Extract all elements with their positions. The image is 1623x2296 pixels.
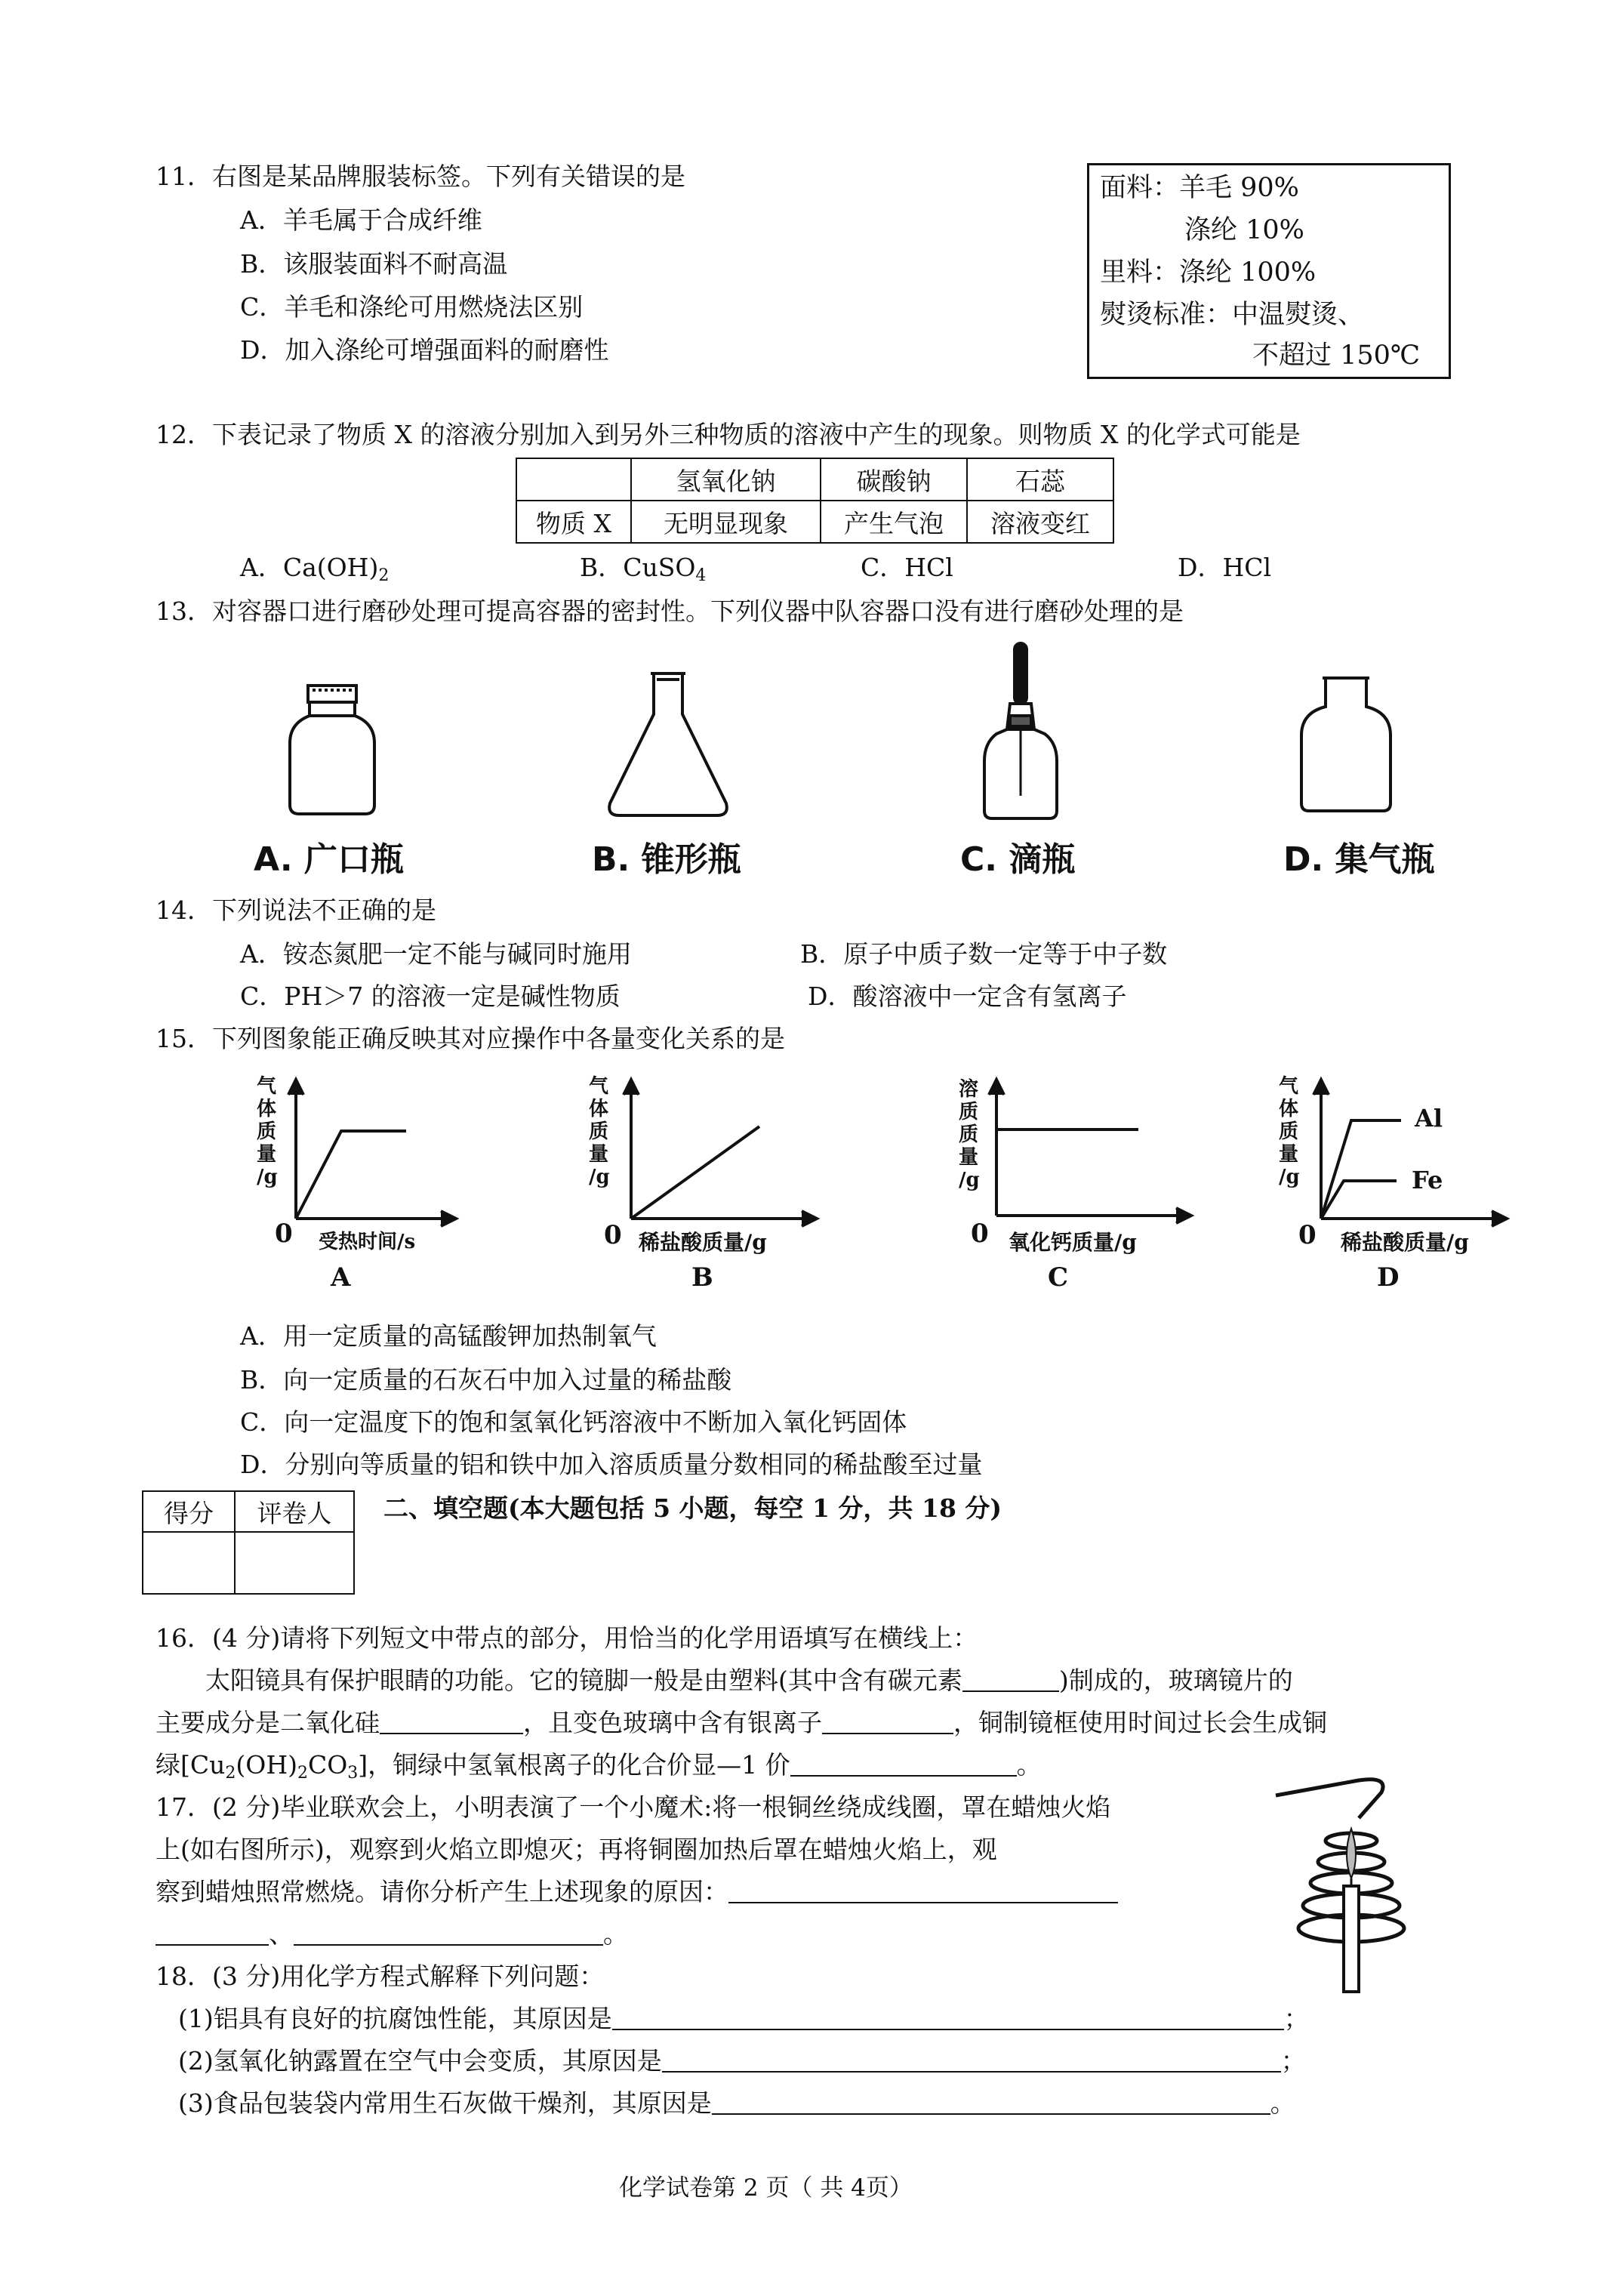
blank-silica[interactable]: [380, 1710, 523, 1734]
graph-b-ylabel: 气 体 质 量 /g: [589, 1075, 610, 1188]
table-cell: 无明显现象: [631, 501, 821, 543]
graph-a: [236, 1072, 462, 1299]
q11-option-b: B．该服装面料不耐高温: [240, 249, 508, 279]
graph-a-ylabel: 气 体 质 量 /g: [257, 1075, 278, 1188]
graph-a-letter: A: [331, 1262, 351, 1293]
q12-option-c: C．HCl: [861, 553, 953, 582]
table-cell: 物质 X: [516, 501, 631, 543]
graph-d-series-al: Al: [1415, 1104, 1443, 1133]
q16-line-1: 太阳镜具有保护眼睛的功能。它的镜脚一般是由塑料(其中含有碳元素 )制成的，玻璃镜片的: [205, 1666, 1293, 1695]
graph-b-plot: [581, 1072, 823, 1238]
q13-stem: 13．对容器口进行磨砂处理可提高容器的密封性。下列仪器中队容器口没有进行磨砂处理的是: [156, 596, 1184, 626]
q15-option-d: D．分别向等质量的铝和铁中加入溶质质量分数相同的稀盐酸至过量: [240, 1450, 983, 1479]
table-cell: 碳酸钠: [821, 458, 967, 501]
table-row: [143, 1532, 354, 1594]
q12-option-d: D．HCl: [1178, 553, 1272, 582]
blank-hydroxide-valence[interactable]: [790, 1752, 1017, 1777]
label-line-2: 涤纶 10%: [1184, 215, 1304, 245]
q17-line-2: 上(如右图所示)，观察到火焰立即熄灭；再将铜圈加热后罩在蜡烛火焰上，观: [156, 1835, 997, 1864]
series-al-line: [1321, 1120, 1401, 1219]
q18-item-1: (1)铝具有良好的抗腐蚀性能，其原因是 ；: [178, 2004, 1309, 2033]
graph-d-ylabel: 气 体 质 量 /g: [1279, 1075, 1300, 1188]
table-cell: 石蕊: [967, 458, 1113, 501]
graph-c-ylabel: 溶 质 质 量 /g: [959, 1078, 980, 1191]
table-row: [143, 1491, 354, 1532]
label-line-1: 面料：羊毛 90%: [1100, 173, 1299, 203]
q12-table: [516, 458, 1114, 544]
table-row: [516, 458, 1113, 501]
graph-d-series-fe: Fe: [1412, 1166, 1443, 1194]
grader-header: 评卷人: [235, 1491, 354, 1532]
graph-c-xlabel: 氧化钙质量/g: [1009, 1230, 1137, 1255]
q17-line-4: 、 。: [156, 1919, 628, 1949]
q14-option-b: B．原子中质子数一定等于中子数: [800, 939, 1168, 969]
blank-equation-1[interactable]: [612, 2006, 1284, 2030]
graph-b: [581, 1072, 823, 1299]
q14-option-c: C．PH＞7 的溶液一定是碱性物质: [240, 982, 621, 1011]
q15-option-b: B．向一定质量的石灰石中加入过量的稀盐酸: [240, 1365, 732, 1395]
q12-option-b-text: B．CuSO: [580, 553, 696, 582]
q18-stem: 18．(3 分)用化学方程式解释下列问题：: [156, 1962, 605, 1991]
gas-collecting-bottle-figure: [1297, 673, 1395, 815]
q11-option-a: A．羊毛属于合成纤维: [240, 205, 482, 235]
blank-silver-ion[interactable]: [822, 1710, 953, 1734]
graph-c: [948, 1072, 1197, 1299]
blank-reason-1[interactable]: [728, 1879, 1118, 1903]
q16-stem: 16．(4 分)请将下列短文中带点的部分，用恰当的化学用语填写在横线上：: [156, 1623, 978, 1653]
conical-flask-figure: [604, 669, 732, 820]
caption-dropper-bottle: C. 滴瓶: [960, 840, 1076, 879]
section-2-title: 二、填空题(本大题包括 5 小题，每空 1 分，共 18 分): [383, 1493, 1002, 1523]
graph-c-origin: 0: [971, 1219, 989, 1249]
q12-option-a-text: A．Ca(OH): [240, 553, 379, 582]
graph-a-xlabel: 受热时间/s: [319, 1231, 416, 1253]
score-cell[interactable]: [143, 1532, 235, 1594]
graph-d: [1271, 1072, 1513, 1299]
q14-stem: 14．下列说法不正确的是: [156, 895, 436, 925]
q11-option-c: C．羊毛和涤纶可用燃烧法区别: [240, 292, 584, 322]
q14-option-a: A．铵态氮肥一定不能与碱同时施用: [240, 939, 632, 969]
table-cell: 氢氧化钠: [631, 458, 821, 501]
blank-equation-3[interactable]: [712, 2091, 1270, 2115]
q15-option-a: A．用一定质量的高锰酸钾加热制氧气: [240, 1321, 657, 1351]
q16-line-3: 绿$[Cu_2(OH)_2CO_3]$，铜绿中氢氧根离子的化合价显—1 价 。: [156, 1750, 1042, 1783]
label-line-3: 里料：涤纶 100%: [1100, 257, 1317, 288]
q17-line-1: 17．(2 分)毕业联欢会上，小明表演了一个小魔术:将一根铜丝绕成线圈，罩在蜡烛火焰: [156, 1792, 1111, 1822]
graph-c-letter: C: [1048, 1262, 1069, 1293]
label-line-5: 不超过 150℃: [1252, 341, 1421, 371]
q11-option-d: D．加入涤纶可增强面料的耐磨性: [240, 335, 609, 365]
q18-item-2: (2)氢氧化钠露置在空气中会变质，其原因是 ；: [178, 2046, 1306, 2076]
graph-d-origin: 0: [1298, 1220, 1317, 1250]
q11-stem: 11．右图是某品牌服装标签。下列有关错误的是: [156, 162, 685, 191]
blank-reason-2b[interactable]: [294, 1922, 603, 1946]
caption-wide-mouth-bottle: A. 广口瓶: [254, 840, 404, 879]
wide-mouth-bottle-figure: [287, 678, 377, 818]
q16-line-2: 主要成分是二氧化硅 ，且变色玻璃中含有银离子 ，铜制镜框使用时间过长会生成铜: [156, 1708, 1327, 1737]
q15-option-c: C．向一定温度下的饱和氢氧化钙溶液中不断加入氧化钙固体: [240, 1407, 907, 1437]
score-table: [142, 1490, 355, 1595]
copper-coil-candle-figure: [1276, 1773, 1419, 1999]
graph-d-xlabel: 稀盐酸质量/g: [1341, 1230, 1469, 1255]
dropper-bottle-figure: [980, 640, 1063, 821]
caption-gas-collecting-bottle: D. 集气瓶: [1283, 840, 1435, 879]
table-cell: [516, 458, 631, 501]
graph-a-origin: 0: [275, 1219, 293, 1249]
page-footer: 化学试卷第 2 页（ 共 4页）: [619, 2174, 913, 2202]
table-cell: 产生气泡: [821, 501, 967, 543]
caption-conical-flask: B. 锥形瓶: [592, 840, 741, 879]
q17-line-3: 察到蜡烛照常燃烧。请你分析产生上述现象的原因：: [156, 1877, 1118, 1907]
graph-b-letter: B: [691, 1262, 713, 1293]
q12-stem: 12．下表记录了物质 X 的溶液分别加入到另外三种物质的溶液中产生的现象。则物质 X 的化学式可能是: [156, 420, 1301, 449]
graph-c-plot: [948, 1072, 1197, 1238]
q12-option-a: [240, 553, 389, 591]
graph-d-letter: D: [1377, 1262, 1400, 1293]
q15-stem: 15．下列图象能正确反映其对应操作中各量变化关系的是: [156, 1024, 785, 1053]
q12-option-b: [580, 553, 706, 591]
grader-cell[interactable]: [235, 1532, 354, 1594]
graph-d-plot: [1271, 1072, 1513, 1238]
q18-item-3: (3)食品包装袋内常用生石灰做干燥剂，其原因是 。: [178, 2088, 1295, 2118]
score-header: 得分: [143, 1491, 235, 1532]
blank-reason-2a[interactable]: [156, 1922, 269, 1946]
graph-b-origin: 0: [604, 1220, 622, 1250]
label-line-4: 熨烫标准：中温熨烫、: [1100, 300, 1365, 330]
q12-option-b-sub: 4: [695, 566, 707, 585]
table-row: [516, 501, 1113, 543]
clothing-label: [1087, 163, 1451, 379]
graph-b-xlabel: 稀盐酸质量/g: [639, 1230, 767, 1255]
blank-carbon[interactable]: [962, 1668, 1059, 1692]
table-cell: 溶液变红: [967, 501, 1113, 543]
q12-option-a-sub: 2: [378, 566, 390, 585]
q14-option-d: D．酸溶液中一定含有氢离子: [808, 982, 1127, 1011]
blank-equation-2[interactable]: [662, 2048, 1281, 2073]
